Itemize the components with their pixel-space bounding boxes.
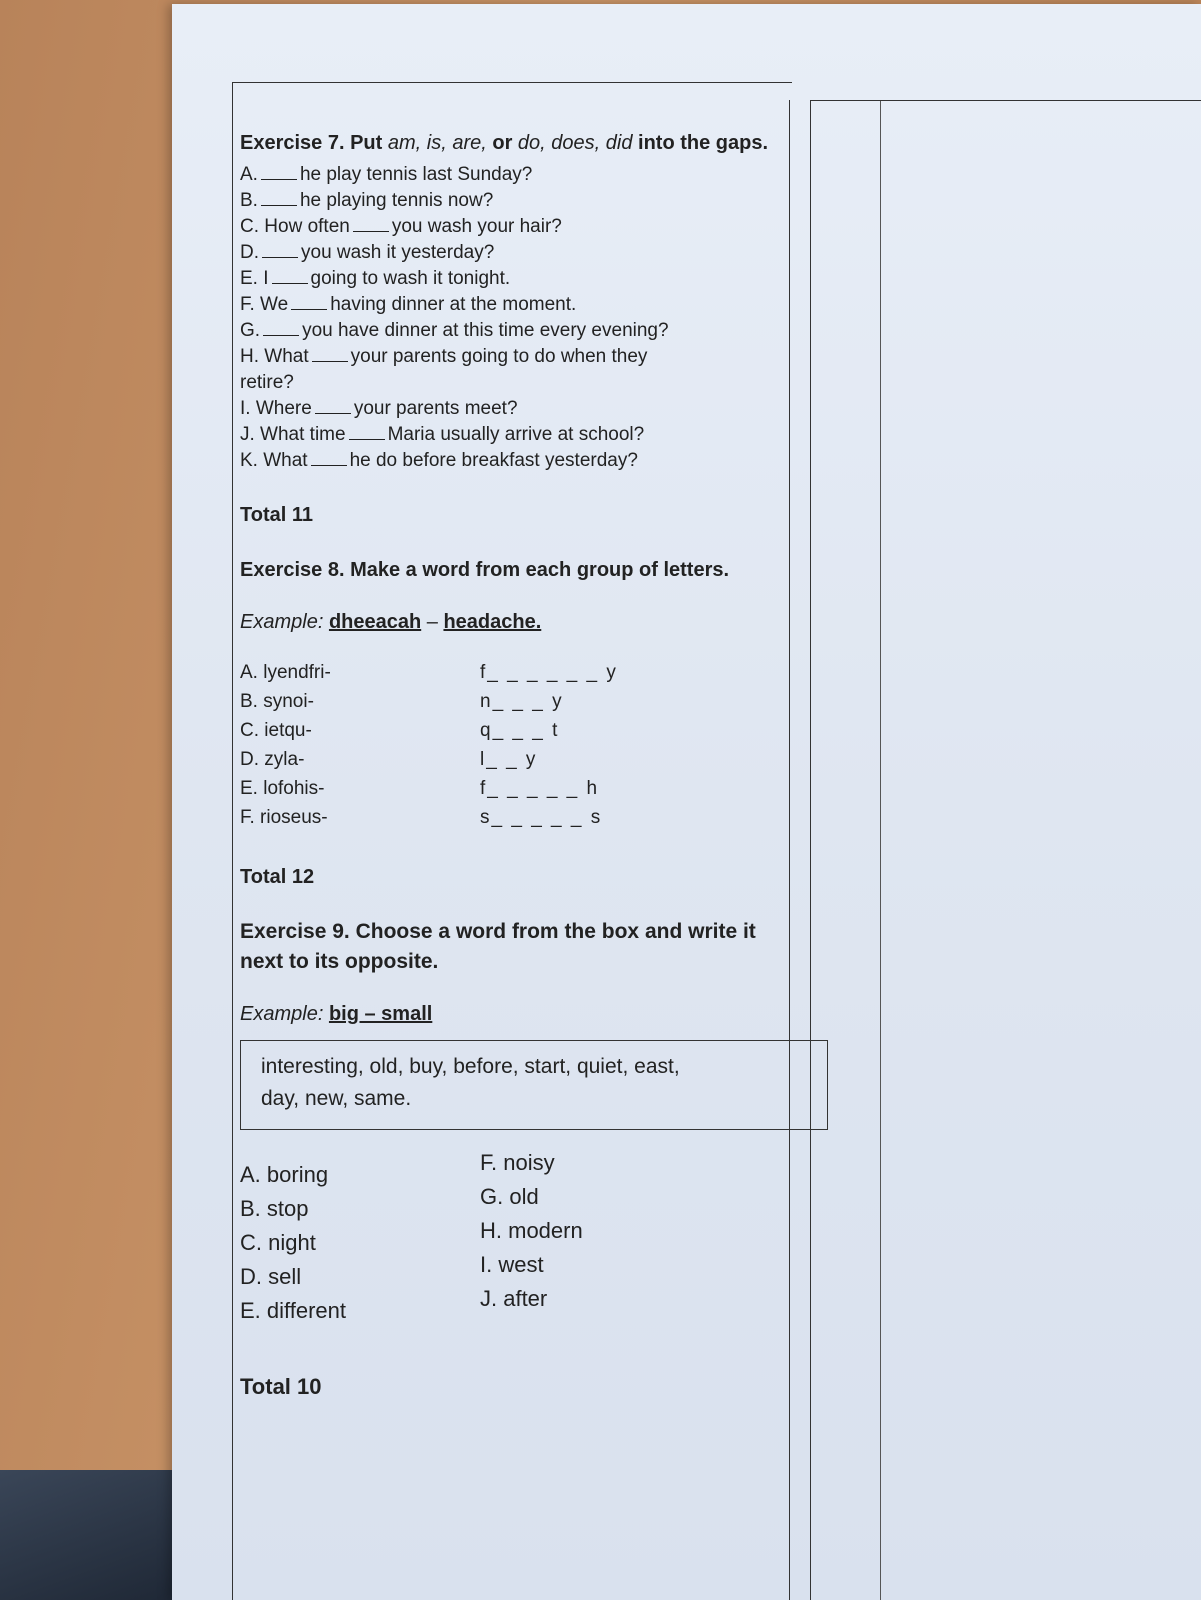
scrambled-letters: A. lyendfri- [240,662,331,683]
exercise7-item [240,396,780,422]
exercise7-item [240,214,780,240]
exercise8-row [240,778,780,807]
exercise7-total: Total 11 [240,504,313,526]
item-prefix: I. Where [240,398,312,419]
exercise8-row [240,749,780,778]
exercise8-row [240,720,780,749]
answer-blank[interactable] [312,345,348,362]
opposite-word: A. boring [240,1162,329,1187]
answer-pattern[interactable]: n_ _ _ y [480,691,564,712]
frame-border [232,82,233,1600]
answer-pattern[interactable]: s_ _ _ _ _ s [480,807,603,828]
exercise7-title: Exercise 7. Put am, is, are, or do, does, did into the gaps. [240,132,769,154]
item-prefix: J. What time [240,424,346,445]
item-prefix: C. How often [240,216,350,237]
frame-border [789,100,790,1600]
opposite-word: I. west [480,1252,544,1277]
exercise7-item [240,188,780,214]
exercise9-total: Total 10 [240,1374,322,1399]
item-text: you wash it yesterday? [301,242,495,263]
item-text: you have dinner at this time every evening? [302,320,669,341]
opposite-word: H. modern [480,1218,583,1243]
desk-shadow [0,1470,175,1600]
exercise7-item [240,370,780,396]
opposite-word: E. different [240,1298,346,1323]
exercise8-row [240,662,780,691]
opposite-word: F. noisy [480,1150,555,1175]
exercise7-item [240,448,780,474]
answer-blank[interactable] [261,163,297,180]
item-text: he play tennis last Sunday? [299,164,533,185]
answer-blank[interactable] [261,189,297,206]
item-text: going to wash it tonight. [310,268,511,289]
item-prefix: D. [240,242,259,263]
word-box-line: interesting, old, buy, before, start, quiet, east, [261,1055,680,1078]
opposite-word: B. stop [240,1196,309,1221]
item-text: having dinner at the moment. [330,294,577,315]
item-text: your parents meet? [353,398,518,419]
scrambled-letters: C. ietqu- [240,720,312,741]
opposite-word: J. after [480,1286,548,1311]
item-prefix: F. We [240,294,289,315]
exercise7-item [240,422,780,448]
item-text: he playing tennis now? [299,190,494,211]
item-text: Maria usually arrive at school? [387,424,645,445]
answer-blank[interactable] [263,319,299,336]
exercise7-item [240,318,780,344]
item-text: you wash your hair? [391,216,562,237]
frame-border [880,100,881,1600]
frame-border [232,82,792,103]
answer-blank[interactable] [349,423,385,440]
word-box-line: day, new, same. [261,1087,412,1110]
exercise7-item [240,162,780,188]
opposite-word: G. old [480,1184,539,1209]
opposites-right-column [480,1150,583,1320]
exercise9-example: Example: big – small [240,1003,433,1025]
item-text: your parents going to do when they [350,346,648,367]
answer-blank[interactable] [311,449,347,466]
frame-border [810,100,1201,101]
answer-blank[interactable] [272,267,308,284]
exercise8-list [240,662,780,836]
word-box [240,1040,828,1130]
item-prefix: B. [240,190,258,211]
exercise9-title: Exercise 9. Choose a word from the box and write it next to its opposite. [240,920,756,973]
answer-blank[interactable] [315,397,351,414]
exercise7-item [240,240,780,266]
scrambled-letters: F. rioseus- [240,807,328,828]
item-prefix: H. What [240,346,309,367]
exercise7-list [240,162,780,474]
answer-blank[interactable] [262,241,298,258]
item-prefix: E. I [240,268,269,289]
exercise8-example: Example: dheeacah – headache. [240,611,542,633]
answer-pattern[interactable]: f_ _ _ _ _ _ y [480,662,618,683]
answer-pattern[interactable]: l_ _ y [480,749,538,770]
opposite-word: D. sell [240,1264,302,1289]
opposite-word: C. night [240,1230,316,1255]
frame-border [810,100,811,1600]
answer-pattern[interactable]: q_ _ _ t [480,720,560,741]
answer-pattern[interactable]: f_ _ _ _ _ h [480,778,600,799]
scrambled-letters: D. zyla- [240,749,305,770]
item-prefix: A. [240,164,258,185]
scrambled-letters: B. synoi- [240,691,314,712]
opposites-left-column [240,1162,346,1332]
answer-blank[interactable] [353,215,389,232]
exercise7-item [240,266,780,292]
item-text: he do before breakfast yesterday? [349,450,638,471]
item-prefix: K. What [240,450,308,471]
exercise8-total: Total 12 [240,866,315,888]
exercise7-item [240,344,780,370]
answer-blank[interactable] [291,293,327,310]
exercise8-row [240,691,780,720]
exercise8-row [240,807,780,836]
exercise8-title: Exercise 8. Make a word from each group of letters. [240,559,730,581]
exercise7-item [240,292,780,318]
item-prefix: G. [240,320,261,341]
worksheet-content [240,130,780,1400]
item-prefix: retire? [240,372,294,393]
opposites-grid [240,1150,780,1350]
scrambled-letters: E. lofohis- [240,778,325,799]
